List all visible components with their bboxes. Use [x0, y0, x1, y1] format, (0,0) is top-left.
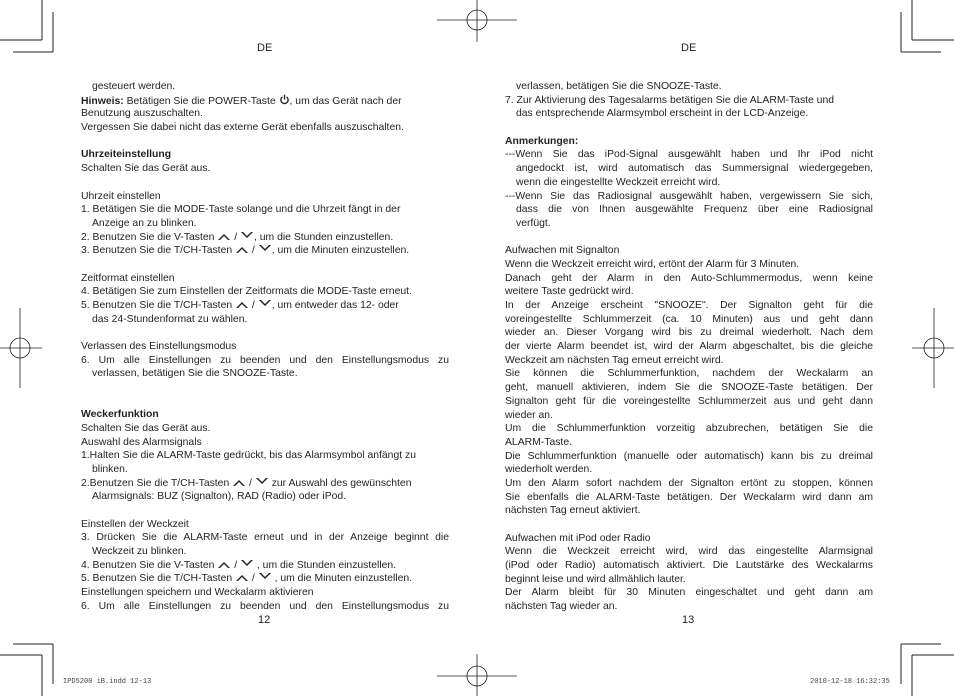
text-line: Danach geht der Alarm in den Auto-Schlummermodus, wenn keine — [505, 272, 873, 284]
text-span: 2. Benutzen Sie die V-Tasten — [81, 231, 218, 243]
text-line — [81, 231, 449, 245]
text-line: (iPod oder Radio) automatisch aktiviert. Die Lautstärke des Weckalarms — [505, 560, 873, 572]
text-line: ALARM-Taste. — [505, 436, 572, 448]
text-line: 4. Betätigen Sie zum Einstellen der Zeitformats die MODE-Taste erneut. — [81, 286, 412, 298]
up-arrow-icon — [232, 477, 246, 487]
text-line: beginnt leise und wird allmählich lauter. — [505, 573, 686, 585]
subheading: Aufwachen mit Signalton — [505, 245, 620, 257]
down-arrow-icon — [240, 559, 254, 569]
up-arrow-icon — [235, 244, 249, 254]
text-line: wiederholt werden. — [505, 464, 593, 476]
text-span: Betätigen Sie die POWER-Taste — [123, 95, 279, 107]
slug-right: 2010-12-18 16:32:35 — [810, 678, 890, 686]
text-line: 6. Um alle Einstellungen zu beenden und den Einstellungsmodus zu — [81, 354, 449, 366]
text-line: Anzeige an zu blinken. — [92, 217, 197, 229]
text-span: zur Auswahl des gewünschten — [268, 477, 412, 489]
text-line: 6. Um alle Einstellungen zu beenden und den Einstellungsmodus zu — [81, 600, 449, 612]
slug-left: IPD5200 iB.indd 12-13 — [63, 678, 152, 686]
text-line: Alarmsignals: BUZ (Signalton), RAD (Radio) oder iPod. — [92, 491, 347, 503]
text-line: ---Wenn Sie das Radiosignal ausgewählt haben, vergewissern Sie sich, — [505, 190, 873, 202]
text-line: wieder an. — [505, 409, 553, 421]
text-span: / — [246, 477, 255, 489]
text-span: , um die Stunden einzustellen. — [254, 231, 394, 243]
text-line: Schalten Sie das Gerät aus. — [81, 422, 211, 434]
text-line: Schalten Sie das Gerät aus. — [81, 163, 211, 175]
text-line: 1. Betätigen Sie die MODE-Taste solange und die Uhrzeit fängt in der — [81, 204, 401, 216]
text-line: der vierte Alarm beendet ist, wird der Alarm abgeschaltet, bis die gleiche — [505, 341, 873, 353]
text-line: das 24-Stundenformat zu wählen. — [92, 313, 248, 325]
page-number-left: 12 — [258, 614, 271, 626]
text-line: Sie ebenfalls die ALARM-Taste betätigen. Der Weckalarm wird dann am — [505, 491, 873, 503]
text-line: verfügt. — [516, 217, 551, 229]
text-line: Weckzeit zu blinken. — [92, 546, 187, 557]
text-line: wenn die eingestellte Weckzeit erreicht wird. — [516, 176, 721, 188]
power-icon — [279, 94, 290, 105]
text-line: dass die von Ihnen ausgewählte Frequenz über eine Radiosignal — [516, 204, 873, 216]
text-line: Weckzeit am nächsten Tag erneut erreicht wird. — [505, 354, 724, 366]
text-line — [81, 299, 449, 313]
up-arrow-icon — [217, 559, 231, 569]
text-line: voreingestellte Schlummerzeit (ca. 10 Minuten) aus und geht dann — [505, 313, 873, 325]
text-line: das entsprechende Alarmsymbol erscheint in der LCD-Anzeige. — [516, 108, 809, 120]
text-line — [81, 94, 449, 108]
text-line — [81, 244, 449, 258]
text-line: gesteuert werden. — [92, 81, 176, 92]
subheading: Zeitformat einstellen — [81, 272, 175, 284]
up-arrow-icon — [235, 299, 249, 309]
text-line: nächsten Tag wieder an. — [505, 601, 618, 613]
text-span: 2.Benutzen Sie die T/CH-Tasten — [81, 477, 233, 489]
text-line: geht, manuell aktivieren, indem Sie die SNOOZE-Taste betätigen. Der — [505, 382, 873, 394]
text-span: 4. Benutzen Sie die V-Tasten — [81, 559, 218, 571]
text-line: Um den Alarm sofort nachdem der Signalton ertönt zu stoppen, können — [505, 477, 873, 489]
subheading: Verlassen des Einstellungsmodus — [81, 341, 237, 353]
text-line — [81, 572, 449, 586]
text-line: Die Schlummerfunktion (manuelle oder automatisch) kann bis zu dreimal — [505, 450, 873, 462]
header-left: DE — [257, 42, 273, 54]
text-span: / — [249, 245, 258, 257]
text-line: 1.Halten Sie die ALARM-Taste gedrückt, bis das Alarmsymbol anfängt zu — [81, 450, 416, 462]
text-line: Der Alarm bleibt für 30 Minuten eingeschaltet und geht dann am — [505, 587, 873, 599]
text-line: In der Anzeige erscheint "SNOOZE". Der Signalton geht für die — [505, 300, 873, 311]
down-arrow-icon — [240, 231, 254, 241]
text-span: 5. Benutzen Sie die T/CH-Tasten — [81, 573, 236, 585]
down-arrow-icon — [255, 477, 269, 487]
text-line: Signalton geht für die voreingestellte Schlummerzeit aus und geht dann — [505, 395, 873, 407]
down-arrow-icon — [258, 572, 272, 582]
text-line — [81, 559, 449, 573]
text-line: ---Wenn Sie das iPod-Signal ausgewählt haben und Ihr iPod nicht — [505, 149, 873, 161]
text-line: verlassen, betätigen Sie die SNOOZE-Taste. — [516, 81, 722, 92]
subheading: Aufwachen mit iPod oder Radio — [505, 532, 651, 544]
text-span: , um die Minuten einzustellen. — [271, 573, 413, 585]
down-arrow-icon — [258, 299, 272, 309]
text-line: angedockt ist, wird automatisch das Summersignal wiedergegeben, — [516, 163, 873, 175]
text-span: / — [231, 559, 240, 571]
text-line: Benutzung auszuschalten. — [81, 108, 203, 120]
notes-heading: Anmerkungen: — [505, 135, 579, 147]
subheading: Uhrzeit einstellen — [81, 190, 161, 202]
subheading: Auswahl des Alarmsignals — [81, 436, 202, 448]
up-arrow-icon — [235, 572, 249, 582]
section-heading-time: Uhrzeiteinstellung — [81, 149, 172, 161]
up-arrow-icon — [217, 231, 231, 241]
text-span: , um die Stunden einzustellen. — [254, 559, 397, 571]
text-line: Wenn die Weckzeit erreicht wird, ertönt der Alarm für 3 Minuten. — [505, 258, 800, 270]
text-span: / — [249, 300, 258, 311]
text-line: 3. Drücken Sie die ALARM-Taste erneut und in der Anzeige beginnt die — [81, 532, 449, 544]
text-line: Vergessen Sie dabei nicht das externe Gerät ebenfalls auszuschalten. — [81, 122, 404, 134]
text-line: verlassen, betätigen Sie die SNOOZE-Taste. — [92, 368, 298, 380]
text-line: wieder an. Dieser Vorgang wird bis zu dreimal wiederholt. Nach dem — [505, 327, 873, 339]
page-number-right: 13 — [682, 614, 695, 626]
text-line: Einstellungen speichern und Weckalarm aktivieren — [81, 587, 314, 599]
text-span: , um das Gerät nach der — [289, 95, 402, 107]
text-span: , um entweder das 12- oder — [271, 300, 399, 311]
text-line: 7. Zur Aktivierung des Tagesalarms betätigen Sie die ALARM-Taste und — [505, 94, 835, 106]
text-span: 3. Benutzen Sie die T/CH-Tasten — [81, 245, 236, 257]
text-line: Wenn die Weckzeit erreicht wird, wird das eingestellte Alarmsignal — [505, 546, 873, 558]
text-span: , um die Minuten einzustellen. — [271, 245, 410, 257]
text-span: / — [231, 231, 240, 243]
text-line: Sie können die Schlummerfunktion, nachdem der Weckalarm an — [505, 368, 873, 380]
text-line: nächsten Tag erneut aktiviert. — [505, 505, 641, 517]
text-line — [81, 477, 449, 491]
right-column — [505, 80, 873, 614]
text-line: Um die Schlummerfunktion vorzeitig abzubrechen, betätigen Sie die — [505, 423, 873, 435]
text-span: 5. Benutzen Sie die T/CH-Tasten — [81, 300, 236, 311]
section-heading-alarm: Weckerfunktion — [81, 409, 159, 421]
left-column — [81, 80, 449, 613]
text-span: / — [249, 573, 258, 585]
down-arrow-icon — [258, 244, 272, 254]
text-line: weitere Taste gedrückt wird. — [505, 286, 634, 298]
header-right: DE — [681, 42, 697, 54]
subheading: Einstellen der Weckzeit — [81, 518, 189, 530]
hint-label: Hinweis: — [81, 95, 124, 107]
text-line: blinken. — [92, 463, 128, 475]
